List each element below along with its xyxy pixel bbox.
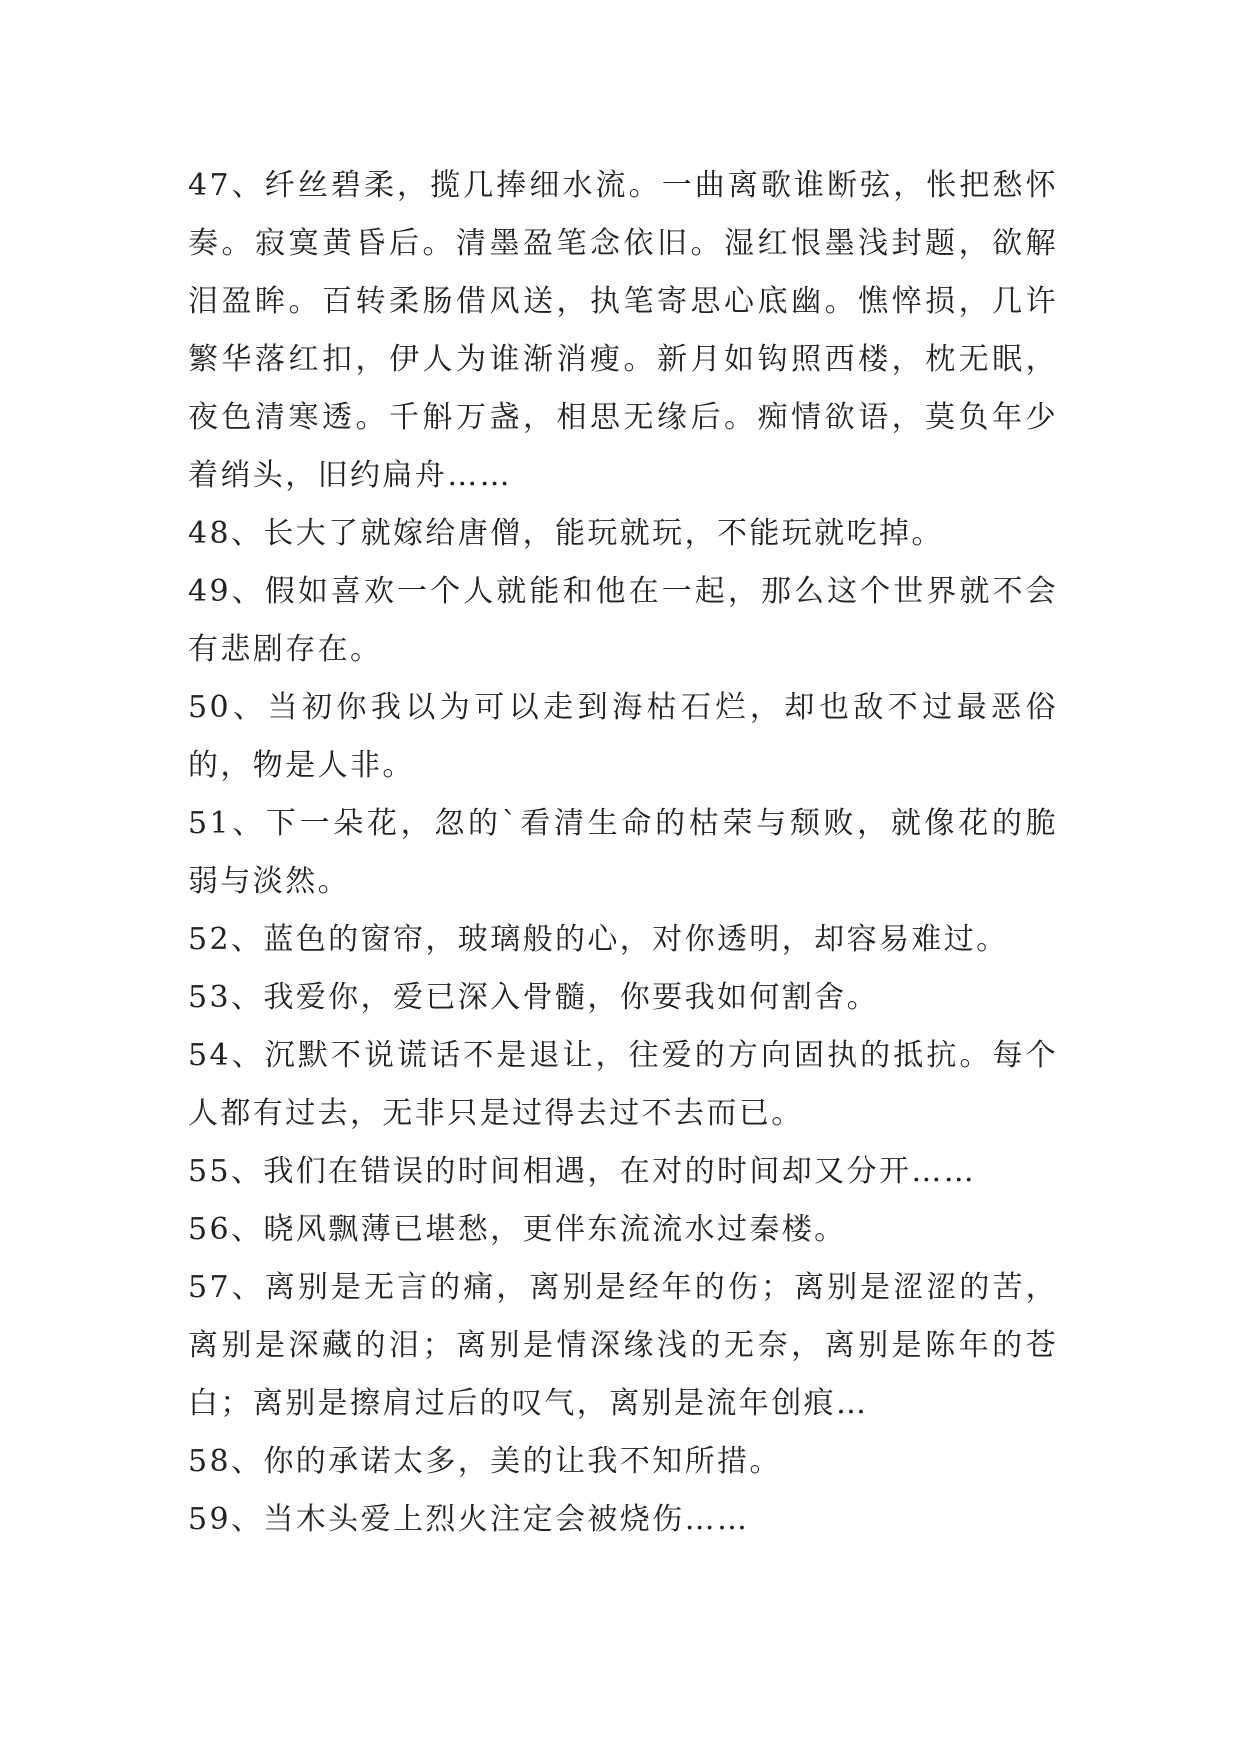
list-item: 49、假如喜欢一个人就能和他在一起，那么这个世界就不会有悲剧存在。 xyxy=(188,574,1058,667)
list-item: 54、沉默不说谎话不是退让，往爱的方向固执的抵抗。每个人都有过去，无非只是过得去过不去而已。 xyxy=(188,1038,1058,1131)
list-item: 48、长大了就嫁给唐僧，能玩就玩，不能玩就吃掉。 xyxy=(188,516,944,551)
list-item: 58、你的承诺太多，美的让我不知所措。 xyxy=(188,1444,782,1479)
list-item: 56、晓风飘薄已堪愁，更伴东流流水过秦楼。 xyxy=(188,1212,847,1247)
list-item: 57、离别是无言的痛，离别是经年的伤；离别是涩涩的苦，离别是深藏的泪；离别是情深缘浅的无奈，离别是陈年的苍白；离别是擦肩过后的叹气，离别是流年创痕… xyxy=(188,1270,1058,1421)
list-item: 51、下一朵花，忽的`看清生命的枯荣与颓败，就像花的脆弱与淡然。 xyxy=(188,806,1058,899)
document-body xyxy=(188,157,1058,1549)
list-item: 50、当初你我以为可以走到海枯石烂，却也敌不过最恶俗的，物是人非。 xyxy=(188,690,1058,783)
list-item: 52、蓝色的窗帘，玻璃般的心，对你透明，却容易难过。 xyxy=(188,922,1009,957)
list-item: 53、我爱你，爱已深入骨髓，你要我如何割舍。 xyxy=(188,980,879,1015)
list-item: 55、我们在错误的时间相遇，在对的时间却又分开…… xyxy=(188,1154,977,1189)
list-item: 59、当木头爱上烈火注定会被烧伤…… xyxy=(188,1502,750,1537)
list-item: 47、纤丝碧柔，揽几捧细水流。一曲离歌谁断弦，怅把愁怀奏。寂寞黄昏后。清墨盈笔念依旧。湿红恨墨浅封题，欲解泪盈眸。百转柔肠借风送，执笔寄思心底幽。憔悴损，几许繁华落红扣，伊人为谁渐消瘦。新月如钩照西楼，枕无眠，夜色清寒透。千斛万盏，相思无缘后。痴情欲语，莫负年少着绡头，旧约扁舟…… xyxy=(188,168,1058,493)
